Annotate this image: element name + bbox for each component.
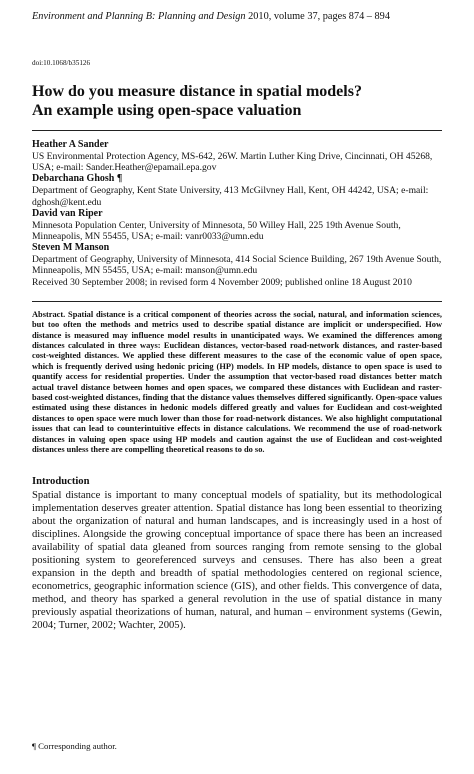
author-affiliation: US Environmental Protection Agency, MS-642, 26W. Martin Luther King Drive, Cincinnati, OH 45268, USA; e-mail: Sander.Heather@epamail.epa.gov (32, 151, 433, 174)
author-affiliation: Minnesota Population Center, University of Minnesota, 50 Willey Hall, 225 19th Avenue South, Minneapolis, MN 55455, USA; e-mail: vanr0033@umn.edu (32, 219, 401, 243)
abstract-label: Abstract. (32, 309, 66, 319)
abstract-text: Spatial distance is a critical component of theories across the social, natural, and information sciences, but too often the methods and metrics used to describe spatial distance are implicit or underspecified. How distance is measured may influence model results in unanticipated ways. We examined the differences among distances calculated in three ways: Euclidean distances, vector-based road-network distances, and raster-based cost-weighted distances. We applied these different measures to the case of the economic value of open space, which is frequently derived using hedonic pricing (HP) models. In HP models, distance to open space is used to quantify access for residential properties. Under the assumption that vector-based road distances better match actual travel distance between homes and open spaces, we compared these distances with Euclidean and raster-based cost-weighted distances, finding that the distance values themselves differed significantly. Open-space values estimated using these distances in hedonic models differed greatly and values for Euclidean and cost-weighted distances to open space were much lower than those for road-network distances. We also highlight computational issues that can lead to counterintuitive effects in distance calculations. We recommend the use of road-network distances in valuing open space using HP models and caution against the use of Euclidean and cost-weighted distances unless there are compelling theoretical reasons to do so. (32, 309, 442, 455)
doi: doi:10.1068/b35126 (32, 59, 91, 67)
author-name: Heather A Sander (32, 139, 109, 150)
divider (32, 301, 442, 302)
footnote: ¶ Corresponding author. (32, 741, 117, 751)
paper-title (32, 82, 442, 120)
paper-page (32, 10, 442, 633)
title-line-2: An example using open-space valuation (32, 102, 302, 119)
journal-details: 2010, volume 37, pages 874 – 894 (248, 11, 390, 22)
author-name: David van Riper (32, 207, 103, 219)
journal-header (32, 10, 442, 23)
abstract (32, 310, 442, 456)
divider (32, 130, 442, 131)
author-name: Debarchana Ghosh ¶ (32, 173, 123, 185)
section-heading: Introduction (32, 475, 90, 487)
title-line-1: How do you measure distance in spatial models? (32, 83, 362, 100)
author-name: Steven M Manson (32, 242, 110, 254)
author-affiliation: Department of Geography, University of Minnesota, 414 Social Science Building, 267 19th Avenue South, Minneapolis, MN 55455, USA; e-mail: manson@umn.edu (32, 254, 442, 277)
received-dates: Received 30 September 2008; in revised form 4 November 2009; published online 18 August 2010 (32, 276, 412, 288)
journal-name: Environment and Planning B: Planning and Design (32, 11, 246, 22)
author-affiliation: Department of Geography, Kent State University, 413 McGilvney Hall, Kent, OH 44242, USA; e-mail: dghosh@kent.edu (32, 185, 429, 208)
introduction-text: Spatial distance is important to many conceptual models of spatiality, but its methodological implementation deserves greater attention. Spatial distance has long been essential to theorizing about the organization of natural and human landscapes, and is increasingly used in a host of disciplines. Alongside the growing conceptual importance of space there has been an increased availability of spatial data gleaned from sources ranging from remote sensing to the global positioning system to georeferenced surveys and censuses. There has also been a great expansion in the depth and breadth of spatial methodologies centered on regional science, econometrics, geographic information science (GIS), and other fields. This convergence of data, method, and theory has sparked a general revolution in the use of spatial distance in many previously aspatial theorizations of human, natural, and human – environment systems (Gewin, 2004; Turner, 2002; Wachter, 2005). (32, 489, 442, 632)
author-block (32, 139, 442, 288)
